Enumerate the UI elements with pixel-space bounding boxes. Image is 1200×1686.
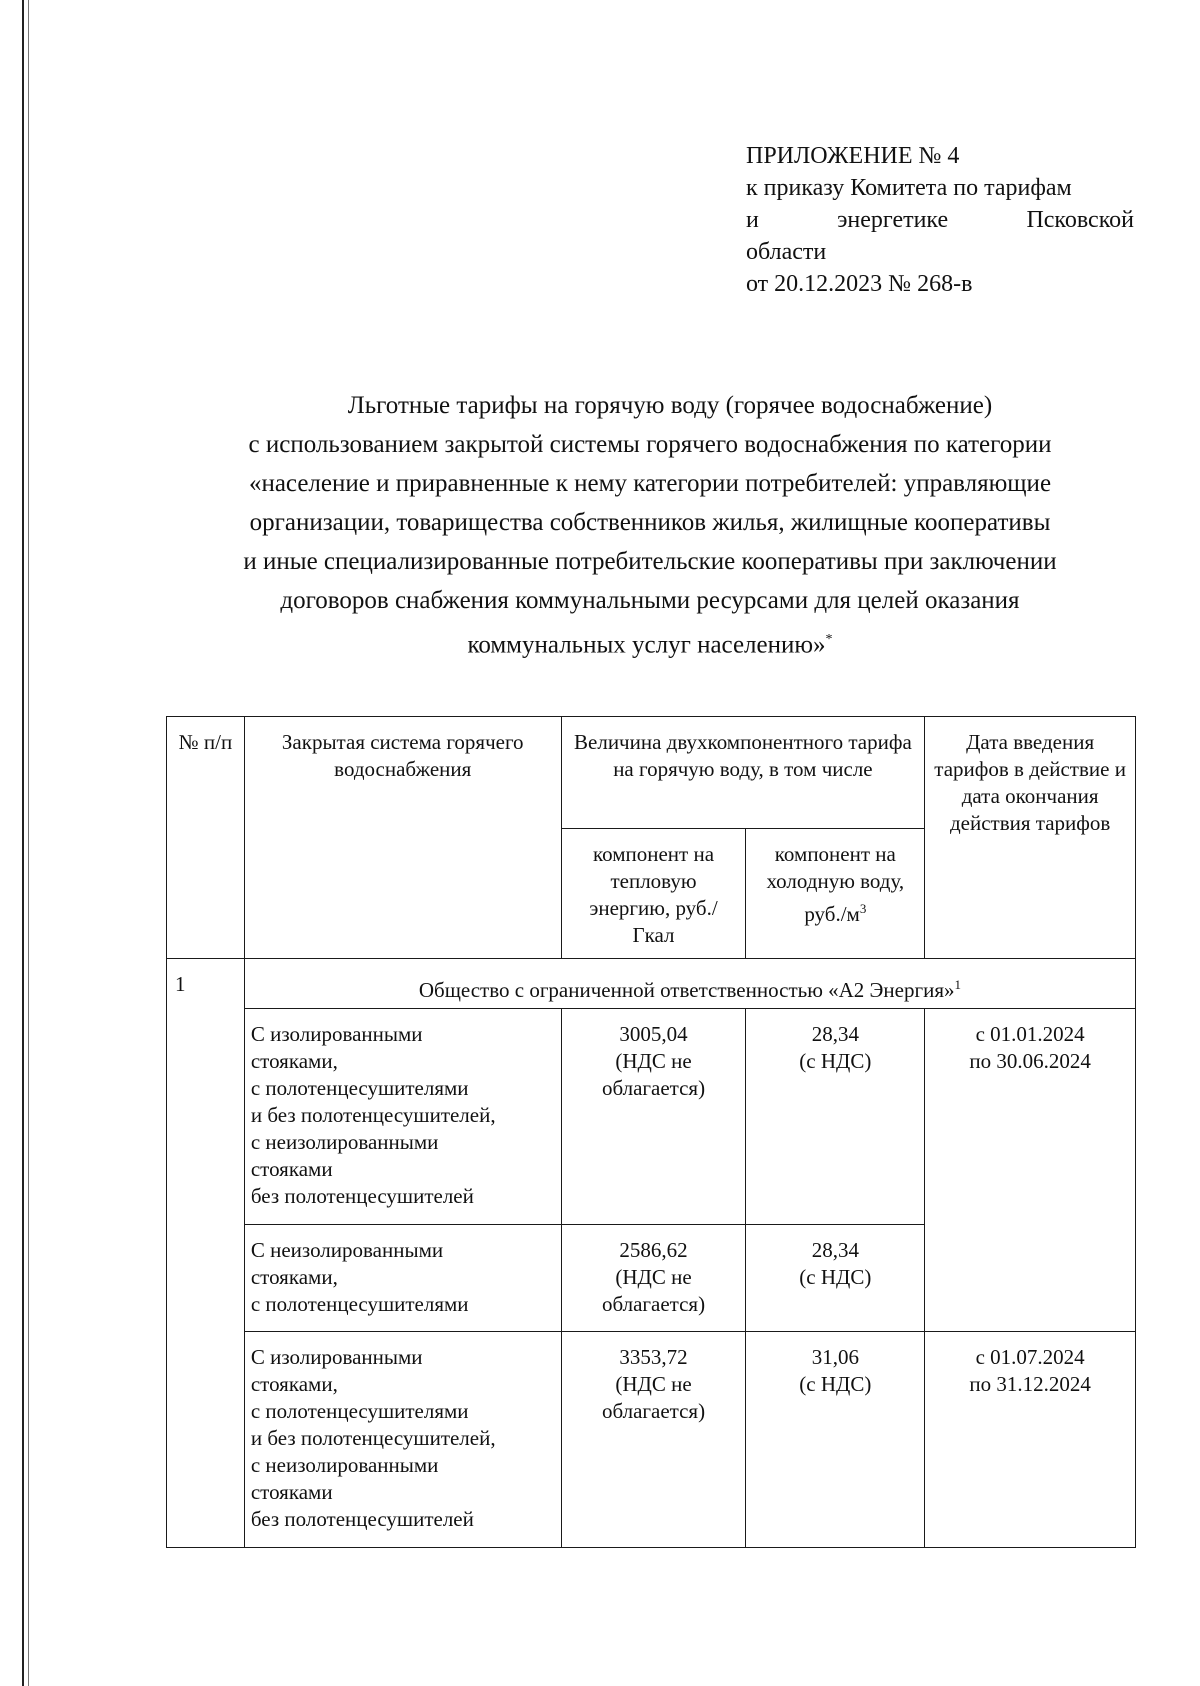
cell-company [244,959,1135,1009]
title-line-1: Льготные тарифы на горячую воду (горячее водоснабжение) [347,392,993,419]
appendix-word-2: энергетике [837,207,949,233]
header-cold-component [746,829,925,959]
tariff-table [166,716,1136,1548]
cell-heat-value: 2586,62 (НДС не облагается) [561,1225,746,1332]
header-heat-component: компонент на тепловую энергию, руб./Гкал [561,829,746,959]
cell-company-text: Общество с ограниченной ответственностью «А2 Энергия» [418,978,955,1002]
appendix-word-3: Псковской [1026,207,1134,233]
cell-dates: с 01.01.2024 по 30.06.2024 [925,1009,1136,1332]
appendix-title: ПРИЛОЖЕНИЕ № 4 [746,143,960,169]
cell-company-sup: 1 [954,977,961,992]
title-line-4: организации, товарищества собственников жилья, жилищные кооперативы [249,509,1051,536]
appendix-region: области [746,239,827,265]
title-line-6: договоров снабжения коммунальными ресурсами для целей оказания [280,587,1020,614]
appendix-committee-line [746,204,1134,236]
title-line-2: с использованием закрытой системы горячего водоснабжения по категории [248,431,1052,458]
table-header-row-1 [167,717,1136,829]
header-number: № п/п [167,717,245,959]
cell-dates: с 01.07.2024 по 31.12.2024 [925,1332,1136,1548]
cell-system: С изолированными стояками, с полотенцесушителями и без полотенцесушителей, с неизолированными стояками без полотенцесушителей [244,1332,561,1548]
cell-system: С изолированными стояками, с полотенцесушителями и без полотенцесушителей, с неизолированными стояками без полотенцесушителей [244,1009,561,1225]
cell-cold-value: 28,34 (с НДС) [746,1009,925,1225]
cell-system: С неизолированными стояками, с полотенцесушителями [244,1225,561,1332]
title-line-5: и иные специализированные потребительские кооперативы при заключении [243,548,1057,575]
header-tariff: Величина двухкомпонентного тарифа на горячую воду, в том числе [561,717,925,829]
document-title [170,386,1130,664]
title-footnote-mark: * [825,632,833,647]
appendix-header [746,140,1134,300]
cell-cold-value: 31,06 (с НДС) [746,1332,925,1548]
header-dates: Дата введения тарифов в действие и дата окончания действия тарифов [925,717,1136,959]
header-cold-component-sup: 3 [859,901,867,916]
title-line-7-text: коммунальных услуг населению» [467,631,826,659]
header-cold-component-text: компонент на холодную воду, руб./м [766,842,905,926]
appendix-order-date: от 20.12.2023 № 268-в [746,271,973,297]
title-line-3: «население и приравненные к нему категории потребителей: управляющие [248,470,1052,497]
table-row [167,1009,1136,1225]
appendix-order-ref: к приказу Комитета по тарифам [746,175,1072,201]
table-row-company [167,959,1136,1009]
title-line-7 [170,620,1130,664]
cell-heat-value: 3353,72 (НДС не облагается) [561,1332,746,1548]
cell-heat-value: 3005,04 (НДС не облагается) [561,1009,746,1225]
scan-left-edge-line [22,0,24,1686]
table-row [167,1332,1136,1548]
header-system: Закрытая система горячего водоснабжения [244,717,561,959]
scan-left-edge-line-inner [28,0,29,1686]
appendix-word-1: и [746,207,759,233]
cell-cold-value: 28,34 (с НДС) [746,1225,925,1332]
cell-row-number: 1 [167,959,245,1548]
